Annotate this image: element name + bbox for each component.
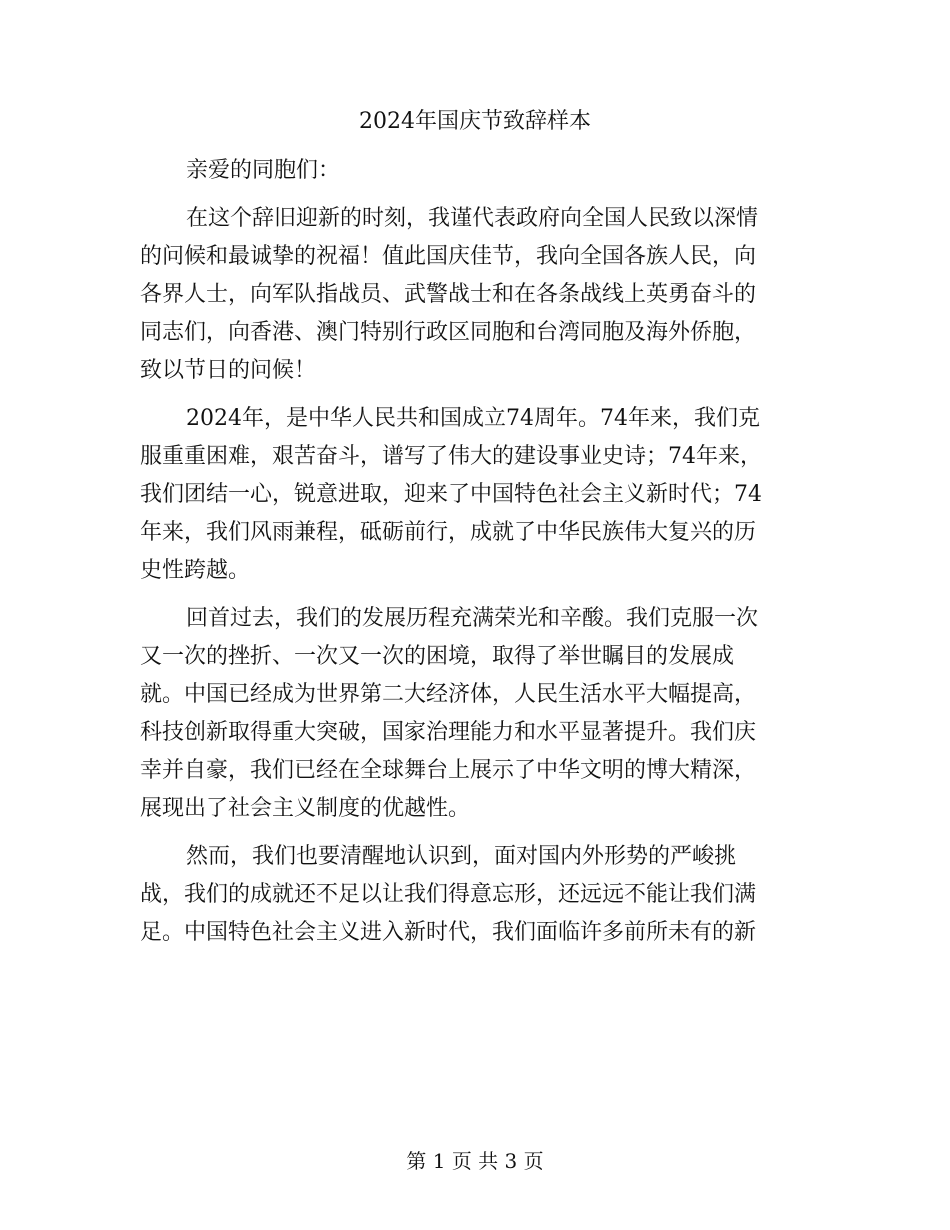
- document-title: 2024年国庆节致辞样本: [359, 109, 591, 134]
- paragraph-3: [140, 600, 805, 828]
- paragraph-line: 在这个辞旧迎新的时刻，我谨代表政府向全国人民致以深情: [186, 206, 759, 231]
- paragraph-line: 就。中国已经成为世界第二大经济体，人民生活水平大幅提高，: [140, 682, 757, 707]
- document-body: [140, 152, 805, 952]
- paragraph-2: [140, 400, 805, 590]
- paragraph-line: 战，我们的成就还不足以让我们得意忘形，还远远不能让我们满: [140, 882, 757, 907]
- paragraph-line: 又一次的挫折、一次又一次的困境，取得了举世瞩目的发展成: [140, 644, 735, 669]
- paragraph-4: [140, 838, 805, 952]
- paragraph-line: 然而，我们也要清醒地认识到，面对国内外形势的严峻挑: [186, 844, 737, 869]
- paragraph-line: 年来，我们风雨兼程，砥砺前行，成就了中华民族伟大复兴的历: [140, 520, 757, 545]
- paragraph-line: 我们团结一心，锐意进取，迎来了中国特色社会主义新时代；74: [140, 482, 762, 507]
- paragraph-line: 足。中国特色社会主义进入新时代，我们面临许多前所未有的新: [140, 920, 757, 945]
- paragraph-line: 科技创新取得重大突破，国家治理能力和水平显著提升。我们庆: [140, 720, 757, 745]
- paragraph-line: 展现出了社会主义制度的优越性。: [140, 796, 471, 821]
- paragraph-line: 史性跨越。: [140, 558, 251, 583]
- paragraph-line: 2024年，是中华人民共和国成立74周年。74年来，我们克: [186, 406, 760, 431]
- paragraph-line: 回首过去，我们的发展历程充满荣光和辛酸。我们克服一次: [186, 606, 759, 631]
- paragraph-line: 致以节日的问候！: [140, 358, 317, 383]
- paragraph-line: 同志们，向香港、澳门特别行政区同胞和台湾同胞及海外侨胞，: [140, 320, 757, 345]
- paragraph-1: [140, 200, 805, 390]
- paragraph-line: 幸并自豪，我们已经在全球舞台上展示了中华文明的博大精深，: [140, 758, 757, 783]
- greeting-line: 亲爱的同胞们：: [186, 158, 341, 183]
- paragraph-line: 的问候和最诚挚的祝福！值此国庆佳节，我向全国各族人民，向: [140, 244, 757, 269]
- page-number-footer: 第 1 页 共 3 页: [406, 1149, 544, 1173]
- paragraph-line: 服重重困难，艰苦奋斗，谱写了伟大的建设事业史诗；74年来，: [140, 444, 762, 469]
- paragraph-line: 各界人士，向军队指战员、武警战士和在各条战线上英勇奋斗的: [140, 282, 757, 307]
